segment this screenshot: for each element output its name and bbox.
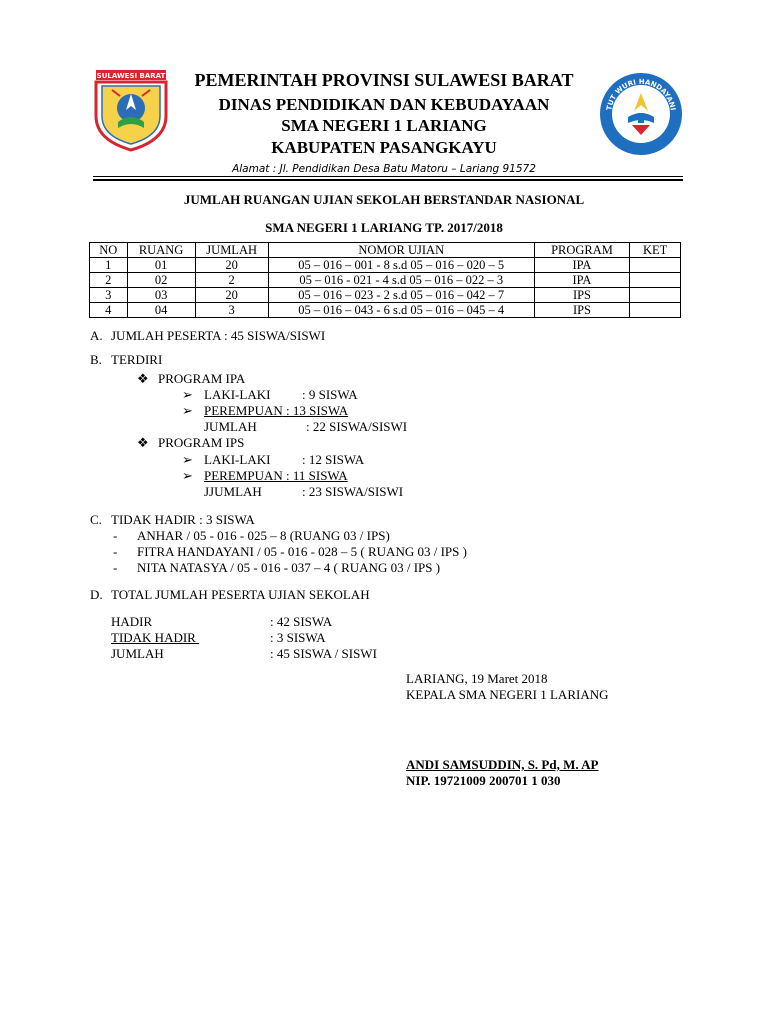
absent-item: ANHAR / 05 - 016 - 025 – 8 (RUANG 03 / IPS) xyxy=(137,528,390,543)
signature-position: KEPALA SMA NEGERI 1 LARIANG xyxy=(406,687,609,702)
hadir-label: HADIR xyxy=(111,614,153,629)
header-rule-thick xyxy=(93,179,683,181)
ips-jumlah-value: : 23 SISWA/SISWI xyxy=(302,484,404,499)
dash-bullet: - xyxy=(113,528,118,543)
ips-perempuan-line xyxy=(204,468,348,484)
section-d-text: TOTAL JUMLAH PESERTA UJIAN SEKOLAH xyxy=(111,587,370,602)
header-address: Alamat : Jl. Pendidikan Desa Batu Matoru – Lariang 91572 xyxy=(232,163,536,175)
dash-bullet: - xyxy=(113,544,118,559)
tidak-hadir-label: TIDAK HADIR xyxy=(111,630,196,645)
section-a-text: JUMLAH PESERTA : 45 SISWA/SISWI xyxy=(111,328,326,343)
cell-nomor-ujian: 05 – 016 – 001 - 8 s.d 05 – 016 – 020 – 5 xyxy=(268,258,534,273)
cell-no: 1 xyxy=(90,258,128,273)
total-jumlah-label: JUMLAH xyxy=(111,646,164,661)
cell-jumlah: 2 xyxy=(195,273,268,288)
cell-program: IPS xyxy=(534,288,629,303)
ipa-perempuan-label: PEREMPUAN xyxy=(204,403,283,418)
cell-jumlah: 3 xyxy=(195,303,268,318)
ips-perempuan-label: PEREMPUAN xyxy=(204,468,283,483)
absent-item: FITRA HANDAYANI / 05 - 016 - 028 – 5 ( RUANG 03 / IPS ) xyxy=(137,544,467,559)
document-subtitle: SMA NEGERI 1 LARIANG TP. 2017/2018 xyxy=(265,220,503,235)
ipa-perempuan-value: : 13 SISWA xyxy=(282,403,349,418)
cell-ruang: 01 xyxy=(127,258,195,273)
section-d-letter: D. xyxy=(90,587,103,602)
arrow-bullet-icon: ➢ xyxy=(182,452,193,467)
cell-no: 2 xyxy=(90,273,128,288)
col-header-jumlah: JUMLAH xyxy=(195,243,268,258)
arrow-bullet-icon: ➢ xyxy=(182,403,193,418)
tidak-hadir-line xyxy=(111,630,337,646)
signature-nip: NIP. 19721009 200701 1 030 xyxy=(406,773,561,788)
table-row xyxy=(90,288,681,303)
signature-name: ANDI SAMSUDDIN, S. Pd, M. AP xyxy=(406,757,599,772)
diamond-bullet-icon: ❖ xyxy=(137,435,149,450)
cell-ruang: 02 xyxy=(127,273,195,288)
cell-ket xyxy=(630,288,681,303)
table-row xyxy=(90,273,681,288)
cell-ket xyxy=(630,258,681,273)
cell-ket xyxy=(630,273,681,288)
arrow-bullet-icon: ➢ xyxy=(182,468,193,483)
cell-nomor-ujian: 05 – 016 – 023 - 2 s.d 05 – 016 – 042 – 7 xyxy=(268,288,534,303)
signature-place-date: LARIANG, 19 Maret 2018 xyxy=(406,671,548,686)
table-header-row xyxy=(90,243,681,258)
exam-room-table xyxy=(89,242,681,318)
ips-perempuan-value: : 11 SISWA xyxy=(282,468,348,483)
header-line-4: KABUPATEN PASANGKAYU xyxy=(271,138,497,157)
cell-ket xyxy=(630,303,681,318)
ips-laki-label: LAKI-LAKI xyxy=(204,452,271,467)
ips-laki-value: : 12 SISWA xyxy=(302,452,365,467)
tidak-hadir-value: : 3 SISWA xyxy=(270,630,326,645)
cell-program: IPA xyxy=(534,258,629,273)
section-b-text: TERDIRI xyxy=(111,352,163,367)
header-line-3: SMA NEGERI 1 LARIANG xyxy=(281,116,487,135)
cell-nomor-ujian: 05 – 016 – 043 - 6 s.d 05 – 016 – 045 – 4 xyxy=(268,303,534,318)
cell-ruang: 03 xyxy=(127,288,195,303)
ipa-perempuan-line xyxy=(204,403,348,419)
cell-no: 4 xyxy=(90,303,128,318)
logo-arc-text: TUT WURI HANDAYANI xyxy=(605,77,677,112)
diamond-bullet-icon: ❖ xyxy=(137,371,149,386)
program-ipa-label: PROGRAM IPA xyxy=(158,371,246,386)
ipa-laki-value: : 9 SISWA xyxy=(302,387,358,402)
section-c-letter: C. xyxy=(90,512,102,527)
col-header-ket: KET xyxy=(630,243,681,258)
dash-bullet: - xyxy=(113,560,118,575)
col-header-nomor-ujian: NOMOR UJIAN xyxy=(268,243,534,258)
header-line-1: PEMERINTAH PROVINSI SULAWESI BARAT xyxy=(194,70,574,90)
hadir-value: : 42 SISWA xyxy=(270,614,333,629)
cell-nomor-ujian: 05 – 016 - 021 - 4 s.d 05 – 016 – 022 – 3 xyxy=(268,273,534,288)
cell-jumlah: 20 xyxy=(195,288,268,303)
cell-program: IPA xyxy=(534,273,629,288)
ipa-jumlah-value: : 22 SISWA/SISWI xyxy=(306,419,408,434)
absent-item: NITA NATASYA / 05 - 016 - 037 – 4 ( RUANG 03 / IPS ) xyxy=(137,560,441,575)
header-line-2: DINAS PENDIDIKAN DAN KEBUDAYAAN xyxy=(218,95,550,114)
section-c-text: TIDAK HADIR : 3 SISWA xyxy=(111,512,255,527)
section-b-letter: B. xyxy=(90,352,102,367)
ipa-jumlah-label: JUMLAH xyxy=(204,419,257,434)
document-title: JUMLAH RUANGAN UJIAN SEKOLAH BERSTANDAR NASIONAL xyxy=(183,192,585,207)
ips-jumlah-label: JJUMLAH xyxy=(204,484,262,499)
total-jumlah-value: : 45 SISWA / SISWI xyxy=(270,646,377,661)
section-a-letter: A. xyxy=(90,328,103,343)
cell-program: IPS xyxy=(534,303,629,318)
col-header-ruang: RUANG xyxy=(127,243,195,258)
cell-jumlah: 20 xyxy=(195,258,268,273)
cell-ruang: 04 xyxy=(127,303,195,318)
header-rule-thin xyxy=(93,176,683,177)
arrow-bullet-icon: ➢ xyxy=(182,387,193,402)
col-header-program: PROGRAM xyxy=(534,243,629,258)
ipa-laki-label: LAKI-LAKI xyxy=(204,387,271,402)
col-header-no: NO xyxy=(90,243,128,258)
table-row xyxy=(90,258,681,273)
program-ips-label: PROGRAM IPS xyxy=(158,435,245,450)
cell-no: 3 xyxy=(90,288,128,303)
table-row xyxy=(90,303,681,318)
emblem-text: SULAWESI BARAT xyxy=(96,72,166,80)
